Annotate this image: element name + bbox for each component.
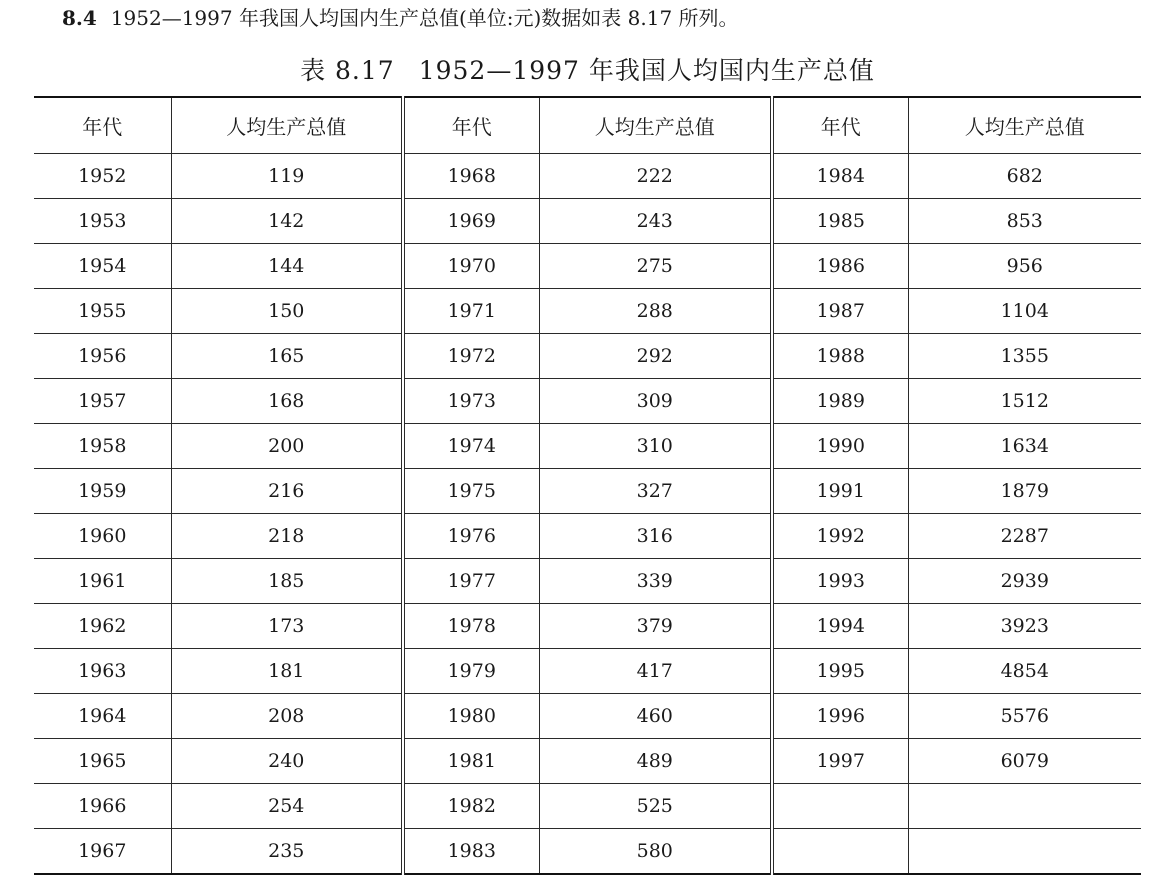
cell-year-2: 1975 [403, 469, 539, 514]
cell-gdp-2: 222 [539, 154, 772, 199]
cell-year-1: 1955 [34, 289, 171, 334]
problem-number: 8.4 [62, 6, 97, 30]
cell-year-2: 1978 [403, 604, 539, 649]
table-row [34, 424, 1141, 469]
cell-year-1: 1962 [34, 604, 171, 649]
cell-gdp-3 [908, 784, 1141, 829]
cell-gdp-1: 168 [171, 379, 403, 424]
table-row [34, 289, 1141, 334]
cell-year-1: 1965 [34, 739, 171, 784]
table-row [34, 379, 1141, 424]
table-row [34, 739, 1141, 784]
cell-year-1: 1959 [34, 469, 171, 514]
cell-year-3: 1986 [772, 244, 908, 289]
cell-year-1: 1961 [34, 559, 171, 604]
header-gdp-2: 人均生产总值 [539, 97, 772, 154]
gdp-table [34, 96, 1141, 875]
cell-gdp-1: 208 [171, 694, 403, 739]
cell-year-3: 1987 [772, 289, 908, 334]
cell-gdp-3: 1634 [908, 424, 1141, 469]
cell-year-3: 1995 [772, 649, 908, 694]
cell-gdp-2: 525 [539, 784, 772, 829]
cell-gdp-1: 142 [171, 199, 403, 244]
cell-gdp-2: 292 [539, 334, 772, 379]
cell-gdp-3: 6079 [908, 739, 1141, 784]
table-row [34, 649, 1141, 694]
cell-year-1: 1963 [34, 649, 171, 694]
table-row [34, 604, 1141, 649]
cell-gdp-1: 200 [171, 424, 403, 469]
table-row [34, 829, 1141, 875]
cell-year-2: 1979 [403, 649, 539, 694]
table-row [34, 244, 1141, 289]
cell-gdp-3: 5576 [908, 694, 1141, 739]
cell-gdp-1: 119 [171, 154, 403, 199]
cell-year-1: 1953 [34, 199, 171, 244]
cell-year-2: 1977 [403, 559, 539, 604]
cell-year-2: 1972 [403, 334, 539, 379]
gdp-table-container [34, 96, 1141, 878]
cell-gdp-2: 275 [539, 244, 772, 289]
cell-gdp-1: 150 [171, 289, 403, 334]
cell-year-1: 1967 [34, 829, 171, 875]
cell-gdp-2: 309 [539, 379, 772, 424]
table-row [34, 559, 1141, 604]
cell-year-3 [772, 784, 908, 829]
cell-year-1: 1966 [34, 784, 171, 829]
cell-year-3: 1993 [772, 559, 908, 604]
problem-statement [62, 4, 739, 32]
cell-gdp-2: 580 [539, 829, 772, 875]
cell-year-3: 1989 [772, 379, 908, 424]
cell-year-1: 1958 [34, 424, 171, 469]
cell-gdp-2: 327 [539, 469, 772, 514]
cell-year-1: 1952 [34, 154, 171, 199]
table-title: 1952—1997 年我国人均国内生产总值 [418, 56, 875, 85]
table-row [34, 334, 1141, 379]
cell-year-2: 1981 [403, 739, 539, 784]
cell-gdp-1: 235 [171, 829, 403, 875]
cell-gdp-2: 417 [539, 649, 772, 694]
cell-gdp-1: 173 [171, 604, 403, 649]
cell-year-3: 1985 [772, 199, 908, 244]
cell-year-2: 1973 [403, 379, 539, 424]
header-year-3: 年代 [772, 97, 908, 154]
cell-year-2: 1983 [403, 829, 539, 875]
cell-gdp-3: 956 [908, 244, 1141, 289]
cell-year-2: 1980 [403, 694, 539, 739]
cell-year-3: 1996 [772, 694, 908, 739]
cell-year-2: 1974 [403, 424, 539, 469]
cell-year-3: 1991 [772, 469, 908, 514]
cell-year-1: 1954 [34, 244, 171, 289]
cell-year-2: 1971 [403, 289, 539, 334]
cell-year-2: 1968 [403, 154, 539, 199]
cell-gdp-3: 1512 [908, 379, 1141, 424]
cell-gdp-1: 216 [171, 469, 403, 514]
cell-year-2: 1969 [403, 199, 539, 244]
cell-year-2: 1982 [403, 784, 539, 829]
cell-gdp-2: 379 [539, 604, 772, 649]
cell-gdp-3: 3923 [908, 604, 1141, 649]
header-gdp-1: 人均生产总值 [171, 97, 403, 154]
cell-gdp-1: 165 [171, 334, 403, 379]
cell-gdp-1: 218 [171, 514, 403, 559]
cell-gdp-2: 339 [539, 559, 772, 604]
cell-gdp-3: 682 [908, 154, 1141, 199]
cell-year-1: 1956 [34, 334, 171, 379]
cell-gdp-3: 4854 [908, 649, 1141, 694]
cell-year-3 [772, 829, 908, 875]
cell-gdp-2: 489 [539, 739, 772, 784]
table-label: 表 8.17 [300, 56, 395, 85]
table-caption [0, 54, 1175, 88]
table-row [34, 514, 1141, 559]
cell-year-1: 1957 [34, 379, 171, 424]
cell-gdp-2: 288 [539, 289, 772, 334]
cell-year-3: 1994 [772, 604, 908, 649]
cell-gdp-2: 243 [539, 199, 772, 244]
cell-gdp-1: 181 [171, 649, 403, 694]
cell-gdp-3 [908, 829, 1141, 875]
header-gdp-3: 人均生产总值 [908, 97, 1141, 154]
cell-gdp-3: 2939 [908, 559, 1141, 604]
cell-gdp-1: 144 [171, 244, 403, 289]
table-body [34, 154, 1141, 875]
cell-year-2: 1976 [403, 514, 539, 559]
cell-gdp-3: 2287 [908, 514, 1141, 559]
cell-year-3: 1990 [772, 424, 908, 469]
table-row [34, 694, 1141, 739]
table-row [34, 199, 1141, 244]
cell-year-3: 1992 [772, 514, 908, 559]
cell-gdp-2: 310 [539, 424, 772, 469]
header-year-2: 年代 [403, 97, 539, 154]
cell-gdp-2: 460 [539, 694, 772, 739]
header-year-1: 年代 [34, 97, 171, 154]
cell-gdp-3: 1355 [908, 334, 1141, 379]
cell-gdp-1: 240 [171, 739, 403, 784]
cell-gdp-1: 254 [171, 784, 403, 829]
table-row [34, 784, 1141, 829]
cell-year-2: 1970 [403, 244, 539, 289]
cell-year-3: 1997 [772, 739, 908, 784]
cell-year-3: 1988 [772, 334, 908, 379]
cell-gdp-2: 316 [539, 514, 772, 559]
table-row [34, 154, 1141, 199]
cell-gdp-1: 185 [171, 559, 403, 604]
cell-gdp-3: 1879 [908, 469, 1141, 514]
cell-year-3: 1984 [772, 154, 908, 199]
cell-year-1: 1960 [34, 514, 171, 559]
cell-gdp-3: 853 [908, 199, 1141, 244]
cell-gdp-3: 1104 [908, 289, 1141, 334]
table-header-row [34, 97, 1141, 154]
problem-text: 1952—1997 年我国人均国内生产总值(单位:元)数据如表 8.17 所列。 [110, 6, 739, 30]
cell-year-1: 1964 [34, 694, 171, 739]
table-row [34, 469, 1141, 514]
